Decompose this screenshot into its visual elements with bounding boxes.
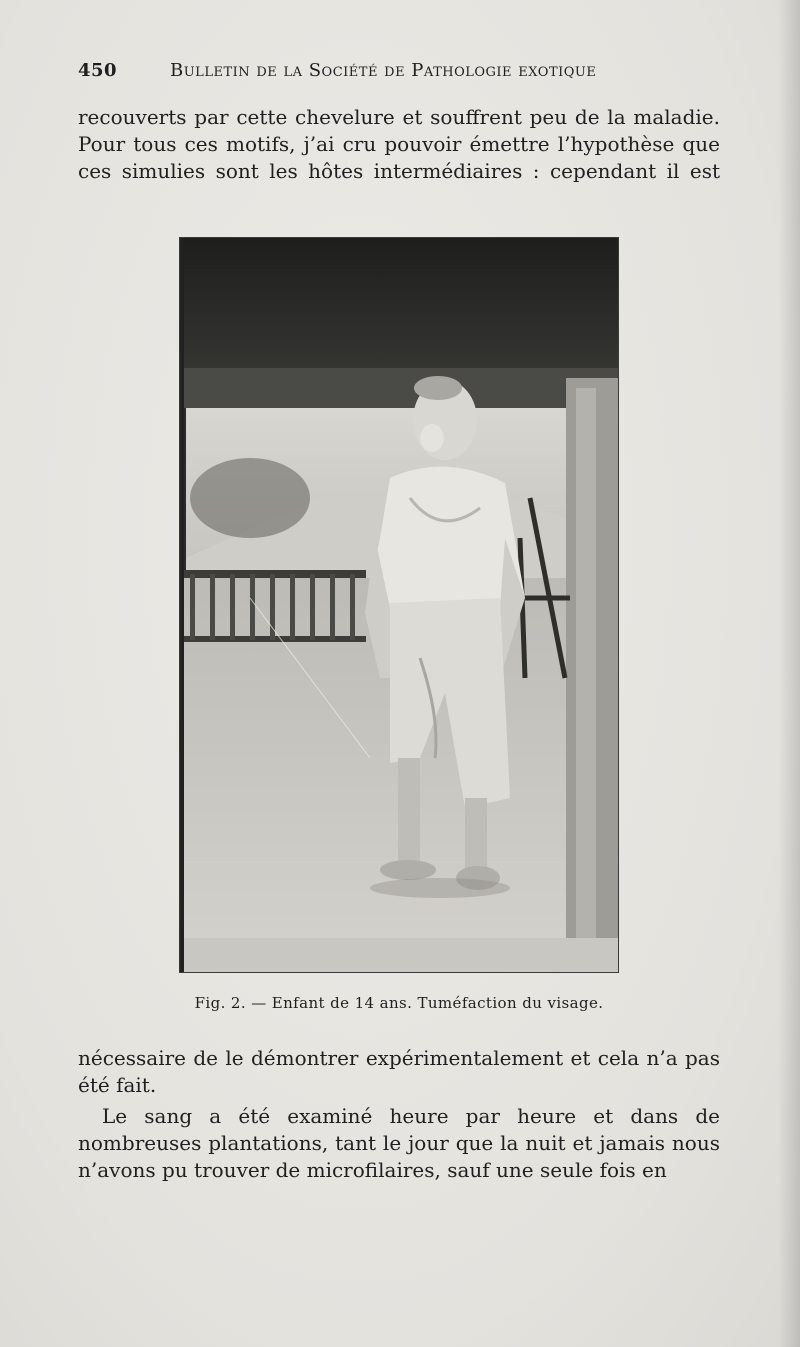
paragraph: Le sang a été examiné heure par heure et dans de nombreuses plantations, tant le jour que la nuit et jamais nous n’avons pu trouver de microfilaires, sauf une seule fois en [78, 1104, 720, 1182]
text-line: ces simulies sont les hôtes intermédiaires : cependant il est [78, 159, 720, 183]
text-line: recouverts par cette chevelure et souffrent peu de la maladie. [78, 105, 720, 129]
running-header [78, 58, 640, 86]
photo-child-on-veranda [180, 238, 618, 972]
paragraph: nécessaire de le démontrer expérimentalement et cela n’a pas été fait. [78, 1046, 720, 1097]
page-edge-shadow [778, 0, 800, 1347]
body-text-top [78, 104, 720, 185]
running-title: Bulletin de la Société de Pathologie exotique [170, 60, 597, 81]
figure-photograph [180, 238, 618, 972]
text-line: Pour tous ces motifs, j’ai cru pouvoir émettre l’hypothèse que [78, 132, 720, 156]
page-number: 450 [78, 60, 118, 81]
body-text-bottom [78, 1045, 720, 1184]
figure-caption: Fig. 2. — Enfant de 14 ans. Tuméfaction du visage. [194, 994, 604, 1012]
